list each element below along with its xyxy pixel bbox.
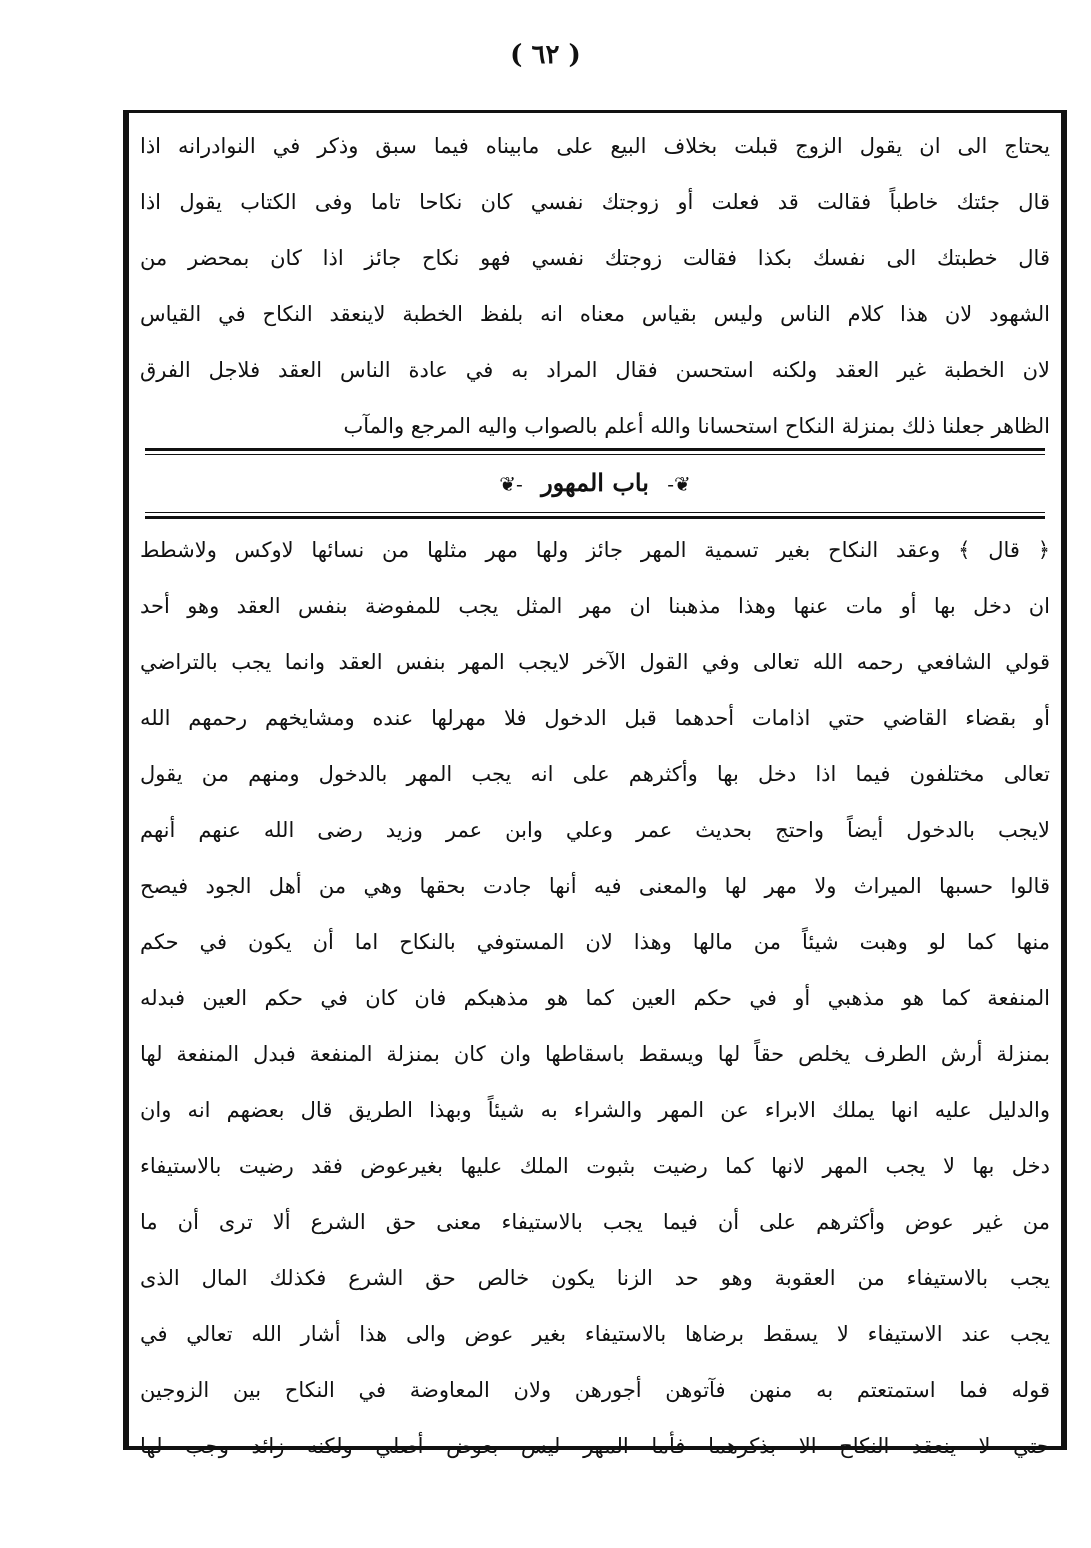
text-line: ﴿ قال ﴾ وعقد النكاح بغير تسمية المهر جائز ولها مهر مثلها من نسائها لاوكس ولاشطط [140, 538, 1050, 562]
section-title: باب المهور [541, 468, 649, 497]
text-line: لايجب بالدخول أيضاً واحتج بحديث عمر وعلي وابن عمر وزيد رضى الله عنهم أنهم [140, 818, 1050, 842]
section-rule-top-thick [145, 448, 1045, 451]
section-rule-bottom-thick [145, 516, 1045, 519]
text-line: بمنزلة أرش الطرف يخلص حقاً لها ويسقط باسقاطها وان كان بمنزلة المنفعة فبدل المنفعة لها [140, 1042, 1050, 1066]
bottom-text-block [140, 522, 1050, 1474]
section-heading [140, 455, 1050, 511]
text-line: الظاهر جعلنا ذلك بمنزلة النكاح استحسانا والله أعلم بالصواب واليه المرجع والمآب [343, 414, 1050, 438]
top-text-block [140, 118, 1050, 454]
text-line: لان الخطبة غير العقد ولكنه استحسن فقال المراد به في عادة الناس العقد فلاجل الفرق [140, 358, 1050, 382]
text-line: قال جئتك خاطباً فقالت قد فعلت أو زوجتك نفسي كان نكاحا تاما وفى الكتاب يقول اذا [140, 190, 1050, 214]
text-line: من غير عوض وأكثرهم على أن فيما يجب بالاستيفاء معنى حق الشرع ألا ترى أن ما [140, 1210, 1050, 1234]
text-line: قولي الشافعي رحمه الله تعالى وفي القول الآخر لايجب المهر بنفس العقد وانما يجب بالتراضي [140, 650, 1050, 674]
text-line: أو بقضاء القاضي حتي اذامات أحدهما قبل الدخول فلا مهرلها عنده ومشايخهم رحمهم الله [140, 706, 1050, 730]
text-line: والدليل عليه انها يملك الابراء عن المهر والشراء به شيئاً وبهذا الطريق قال بعضهم انه وان [140, 1098, 1050, 1122]
ornament-icon: -❦ [499, 472, 523, 496]
text-line: تعالى مختلفون فيما اذا دخل بها وأكثرهم على انه يجب المهر بالدخول ومنهم من يقول [140, 762, 1050, 786]
text-line: قوله فما استمتعتم به منهن فآتوهن أجورهن ولان المعاوضة في النكاح بين الزوجين [140, 1378, 1050, 1402]
text-line: يحتاج الى ان يقول الزوج قبلت بخلاف البيع على مابيناه فيما سبق وذكر في النوادرانه اذا [140, 134, 1050, 158]
page-number: ( ٦٢ ) [510, 40, 581, 70]
text-line: حتي لا ينعقد النكاح الا بذكرهما فأما المهر ليس بعوض أصلي ولكنه زائد وجب لها [140, 1434, 1050, 1458]
text-line: قالوا حسبها الميراث ولا مهر لها والمعنى فيه أنها جادت بحقها وهي من أهل الجود فيصح [140, 874, 1050, 898]
ornament-icon: ❦- [667, 472, 691, 496]
text-line: ان دخل بها أو مات عنها وهذا مذهبنا ان مهر المثل يجب للمفوضة بنفس العقد وهو أحد [140, 594, 1050, 618]
text-line: دخل بها لا يجب المهر لانها كما رضيت بثبوت الملك عليها بغيرعوض فقد رضيت بالاستيفاء [140, 1154, 1050, 1178]
section-rule-bottom-thin [145, 512, 1045, 513]
text-line: المنفعة كما هو مذهبي أو في حكم العين كما هو مذهبكم فان كان في حكم العين فبدله [140, 986, 1050, 1010]
text-line: يجب بالاستيفاء من العقوبة وهو حد الزنا يكون خالص حق الشرع فكذلك المال الذى [140, 1266, 1050, 1290]
text-line: يجب عند الاستيفاء لا يسقط برضاها بالاستيفاء بغير عوض والى هذا أشار الله تعالي في [140, 1322, 1050, 1346]
text-line: الشهود لان هذا كلام الناس وليس بقياس معناه انه بلفظ الخطبة لاينعقد النكاح في القياس [140, 302, 1050, 326]
text-line: قال خطبتك الى نفسك بكذا فقالت زوجتك نفسي فهو نكاح جائز اذا كان بمحضر من [140, 246, 1050, 270]
text-line: منها كما لو وهبت شيئاً من مالها وهذا لان المستوفي بالنكاح اما أن يكون في حكم [140, 930, 1050, 954]
